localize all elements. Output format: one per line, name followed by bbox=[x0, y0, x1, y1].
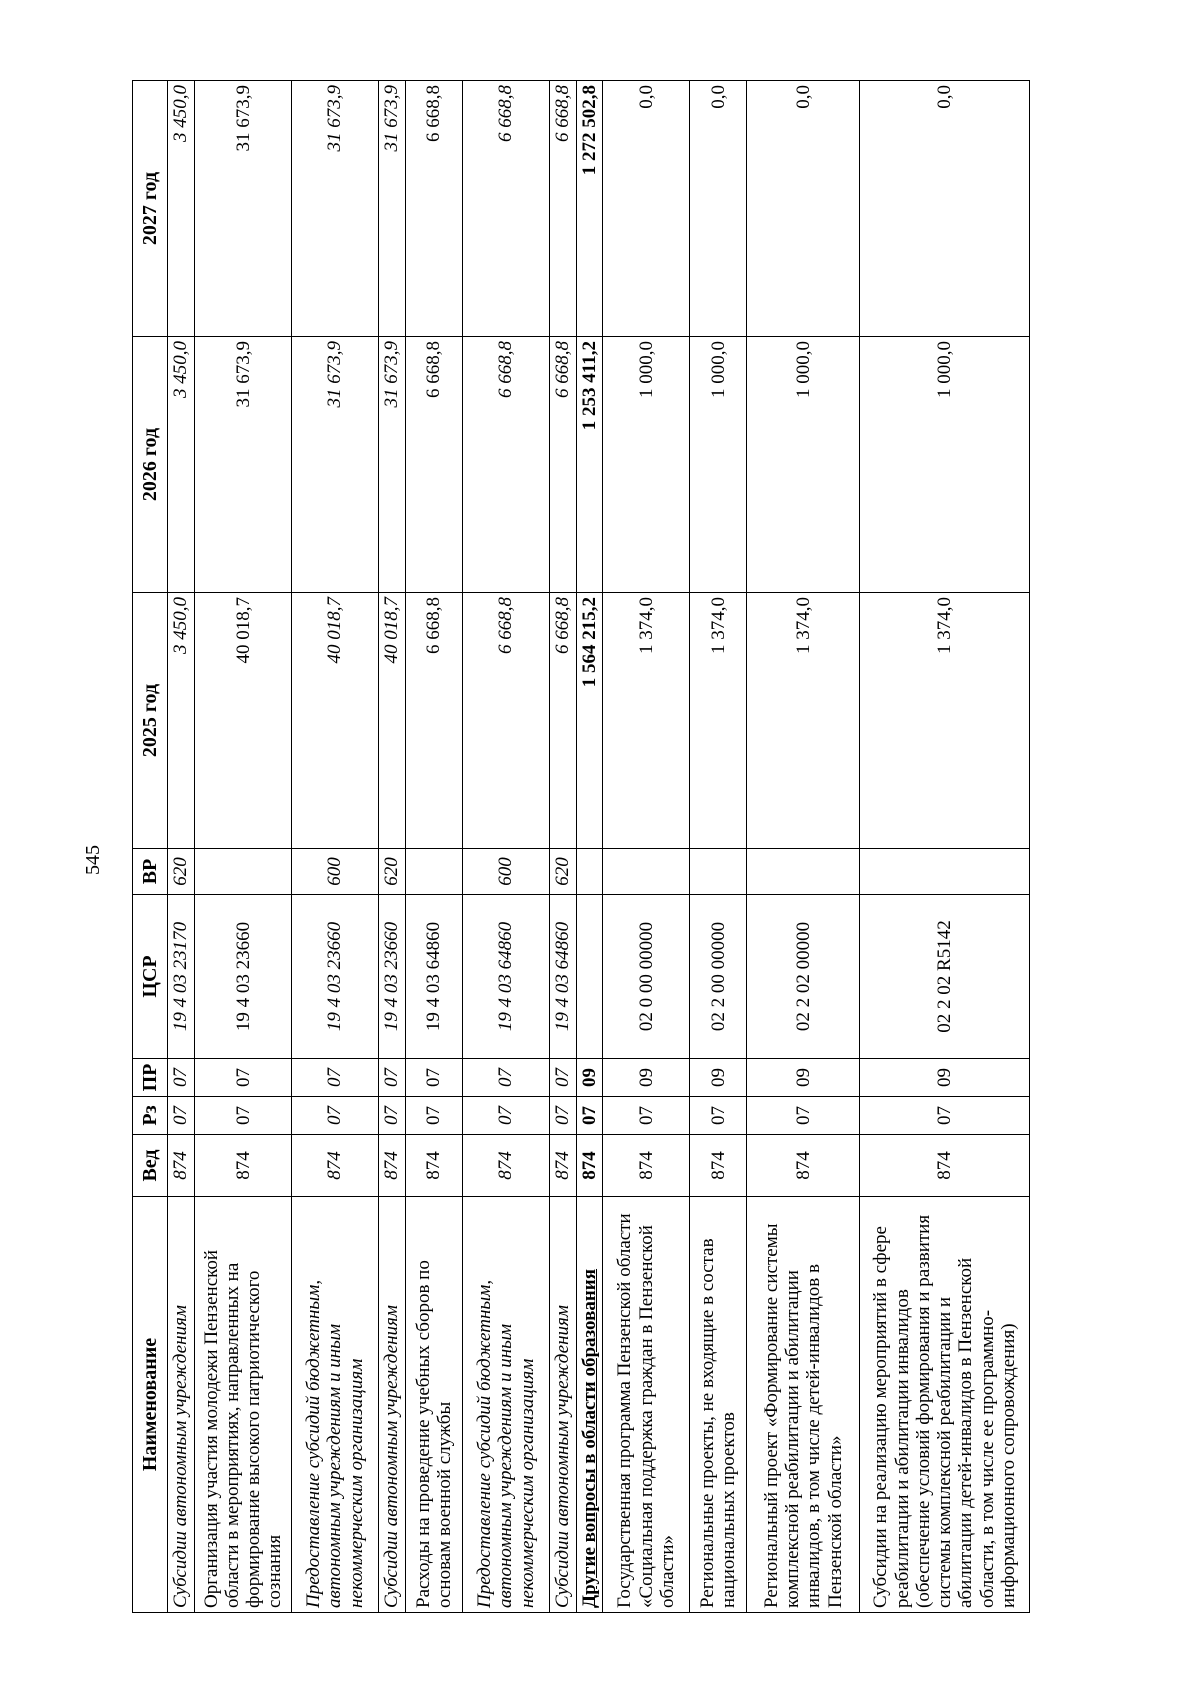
table-row bbox=[747, 81, 860, 1613]
row-name: Субсидии автономным учреждениям bbox=[378, 1197, 405, 1613]
row-2025: 6 668,8 bbox=[463, 593, 549, 849]
row-2025: 1 374,0 bbox=[747, 593, 860, 849]
header-2025: 2025 год bbox=[133, 593, 168, 849]
row-ved: 874 bbox=[747, 1135, 860, 1197]
row-2025: 1 374,0 bbox=[603, 593, 689, 849]
row-ved: 874 bbox=[689, 1135, 747, 1197]
row-vr bbox=[860, 849, 1030, 895]
table-row bbox=[689, 81, 747, 1613]
row-csr: 02 0 00 00000 bbox=[603, 895, 689, 1059]
row-2025: 6 668,8 bbox=[405, 593, 463, 849]
row-ved: 874 bbox=[860, 1135, 1030, 1197]
header-2026: 2026 год bbox=[133, 337, 168, 593]
row-name: Субсидии автономным учреждениям bbox=[549, 1197, 576, 1613]
row-name: Региональный проект «Формирование системы комплексной реабилитации и абилитации инвалидов, в том числе детей-инвалидов в Пензенской области» bbox=[747, 1197, 860, 1613]
row-vr: 620 bbox=[378, 849, 405, 895]
header-pr: ПР bbox=[133, 1059, 168, 1097]
row-rz: 07 bbox=[860, 1097, 1030, 1135]
row-2026: 1 000,0 bbox=[860, 337, 1030, 593]
row-rz: 07 bbox=[463, 1097, 549, 1135]
row-2027: 0,0 bbox=[747, 81, 860, 337]
row-vr bbox=[689, 849, 747, 895]
row-rz: 07 bbox=[378, 1097, 405, 1135]
row-name: Организация участия молодежи Пензенской области в мероприятиях, направленных на формирование высокого патриотического сознания bbox=[194, 1197, 292, 1613]
row-vr: 600 bbox=[463, 849, 549, 895]
row-2026: 1 000,0 bbox=[689, 337, 747, 593]
row-2025: 40 018,7 bbox=[194, 593, 292, 849]
row-rz: 07 bbox=[405, 1097, 463, 1135]
row-csr: 02 2 00 00000 bbox=[689, 895, 747, 1059]
row-2025: 40 018,7 bbox=[292, 593, 378, 849]
row-vr bbox=[747, 849, 860, 895]
row-2026: 6 668,8 bbox=[405, 337, 463, 593]
table-row bbox=[549, 81, 576, 1613]
row-rz: 07 bbox=[747, 1097, 860, 1135]
row-csr: 02 2 02 00000 bbox=[747, 895, 860, 1059]
row-name: Субсидии на реализацию мероприятий в сфере реабилитации и абилитации инвалидов (обеспечение условий формирования и развития системы комплексной реабилитации и абилитации детей-инвалидов в Пензенской области, в том числе ее программно-информационного сопровождения) bbox=[860, 1197, 1030, 1613]
row-2027: 6 668,8 bbox=[549, 81, 576, 337]
row-2026: 3 450,0 bbox=[168, 337, 195, 593]
row-vr bbox=[603, 849, 689, 895]
row-2026: 31 673,9 bbox=[378, 337, 405, 593]
row-rz: 07 bbox=[603, 1097, 689, 1135]
row-vr: 620 bbox=[549, 849, 576, 895]
row-name: Региональные проекты, не входящие в состав национальных проектов bbox=[689, 1197, 747, 1613]
row-2026: 1 000,0 bbox=[747, 337, 860, 593]
row-name: Расходы на проведение учебных сборов по основам военной службы bbox=[405, 1197, 463, 1613]
row-2026: 1 253 411,2 bbox=[576, 337, 603, 593]
row-2027: 31 673,9 bbox=[194, 81, 292, 337]
row-2027: 0,0 bbox=[603, 81, 689, 337]
row-rz: 07 bbox=[194, 1097, 292, 1135]
row-pr: 09 bbox=[603, 1059, 689, 1097]
row-2026: 31 673,9 bbox=[292, 337, 378, 593]
row-vr bbox=[405, 849, 463, 895]
row-vr: 620 bbox=[168, 849, 195, 895]
row-2027: 0,0 bbox=[860, 81, 1030, 337]
row-rz: 07 bbox=[549, 1097, 576, 1135]
row-2025: 1 374,0 bbox=[860, 593, 1030, 849]
row-csr: 19 4 03 23660 bbox=[378, 895, 405, 1059]
row-ved: 874 bbox=[576, 1135, 603, 1197]
row-pr: 09 bbox=[860, 1059, 1030, 1097]
row-csr: 19 4 03 23170 bbox=[168, 895, 195, 1059]
header-name: Наименование bbox=[133, 1197, 168, 1613]
row-ved: 874 bbox=[378, 1135, 405, 1197]
page-number: 545 bbox=[82, 845, 104, 875]
row-pr: 07 bbox=[168, 1059, 195, 1097]
header-csr: ЦСР bbox=[133, 895, 168, 1059]
row-2026: 6 668,8 bbox=[463, 337, 549, 593]
budget-table bbox=[132, 80, 1030, 1613]
row-pr: 07 bbox=[194, 1059, 292, 1097]
row-2027: 0,0 bbox=[689, 81, 747, 337]
row-rz: 07 bbox=[689, 1097, 747, 1135]
table-row bbox=[168, 81, 195, 1613]
table-row bbox=[603, 81, 689, 1613]
row-2027: 31 673,9 bbox=[378, 81, 405, 337]
row-pr: 07 bbox=[292, 1059, 378, 1097]
row-csr: 19 4 03 23660 bbox=[194, 895, 292, 1059]
header-2027: 2027 год bbox=[133, 81, 168, 337]
table-row bbox=[378, 81, 405, 1613]
row-ved: 874 bbox=[603, 1135, 689, 1197]
row-2027: 3 450,0 bbox=[168, 81, 195, 337]
row-2026: 6 668,8 bbox=[549, 337, 576, 593]
row-2025: 1 564 215,2 bbox=[576, 593, 603, 849]
row-rz: 07 bbox=[168, 1097, 195, 1135]
table-row bbox=[405, 81, 463, 1613]
row-name: Другие вопросы в области образования bbox=[576, 1197, 603, 1613]
header-vr: ВР bbox=[133, 849, 168, 895]
row-2025: 6 668,8 bbox=[549, 593, 576, 849]
header-ved: Вед bbox=[133, 1135, 168, 1197]
row-2026: 31 673,9 bbox=[194, 337, 292, 593]
table-row bbox=[860, 81, 1030, 1613]
table-row bbox=[194, 81, 292, 1613]
row-vr bbox=[194, 849, 292, 895]
row-csr: 02 2 02 R5142 bbox=[860, 895, 1030, 1059]
row-name: Предоставление субсидий бюджетным, автономным учреждениям и иным некоммерческим организациям bbox=[463, 1197, 549, 1613]
row-csr bbox=[576, 895, 603, 1059]
row-csr: 19 4 03 64860 bbox=[405, 895, 463, 1059]
row-2027: 6 668,8 bbox=[405, 81, 463, 337]
row-pr: 09 bbox=[576, 1059, 603, 1097]
row-ved: 874 bbox=[292, 1135, 378, 1197]
table-header-row bbox=[133, 81, 168, 1613]
row-name: Субсидии автономным учреждениям bbox=[168, 1197, 195, 1613]
row-rz: 07 bbox=[576, 1097, 603, 1135]
row-2027: 31 673,9 bbox=[292, 81, 378, 337]
row-2025: 1 374,0 bbox=[689, 593, 747, 849]
row-pr: 07 bbox=[405, 1059, 463, 1097]
row-ved: 874 bbox=[549, 1135, 576, 1197]
row-vr bbox=[576, 849, 603, 895]
row-ved: 874 bbox=[463, 1135, 549, 1197]
row-name: Государственная программа Пензенской области «Социальная поддержка граждан в Пензенской области» bbox=[603, 1197, 689, 1613]
row-2027: 6 668,8 bbox=[463, 81, 549, 337]
row-ved: 874 bbox=[194, 1135, 292, 1197]
header-rz: Рз bbox=[133, 1097, 168, 1135]
row-rz: 07 bbox=[292, 1097, 378, 1135]
table-row-total bbox=[576, 81, 603, 1613]
table-row bbox=[292, 81, 378, 1613]
row-2026: 1 000,0 bbox=[603, 337, 689, 593]
row-name: Предоставление субсидий бюджетным, автономным учреждениям и иным некоммерческим организациям bbox=[292, 1197, 378, 1613]
row-pr: 09 bbox=[747, 1059, 860, 1097]
row-2025: 3 450,0 bbox=[168, 593, 195, 849]
row-pr: 07 bbox=[549, 1059, 576, 1097]
table-row bbox=[463, 81, 549, 1613]
row-ved: 874 bbox=[168, 1135, 195, 1197]
row-pr: 07 bbox=[378, 1059, 405, 1097]
row-csr: 19 4 03 64860 bbox=[549, 895, 576, 1059]
row-2027: 1 272 502,8 bbox=[576, 81, 603, 337]
row-2025: 40 018,7 bbox=[378, 593, 405, 849]
rotated-table-frame bbox=[132, 81, 1030, 1613]
row-vr: 600 bbox=[292, 849, 378, 895]
row-pr: 07 bbox=[463, 1059, 549, 1097]
row-ved: 874 bbox=[405, 1135, 463, 1197]
row-csr: 19 4 03 64860 bbox=[463, 895, 549, 1059]
row-csr: 19 4 03 23660 bbox=[292, 895, 378, 1059]
row-pr: 09 bbox=[689, 1059, 747, 1097]
